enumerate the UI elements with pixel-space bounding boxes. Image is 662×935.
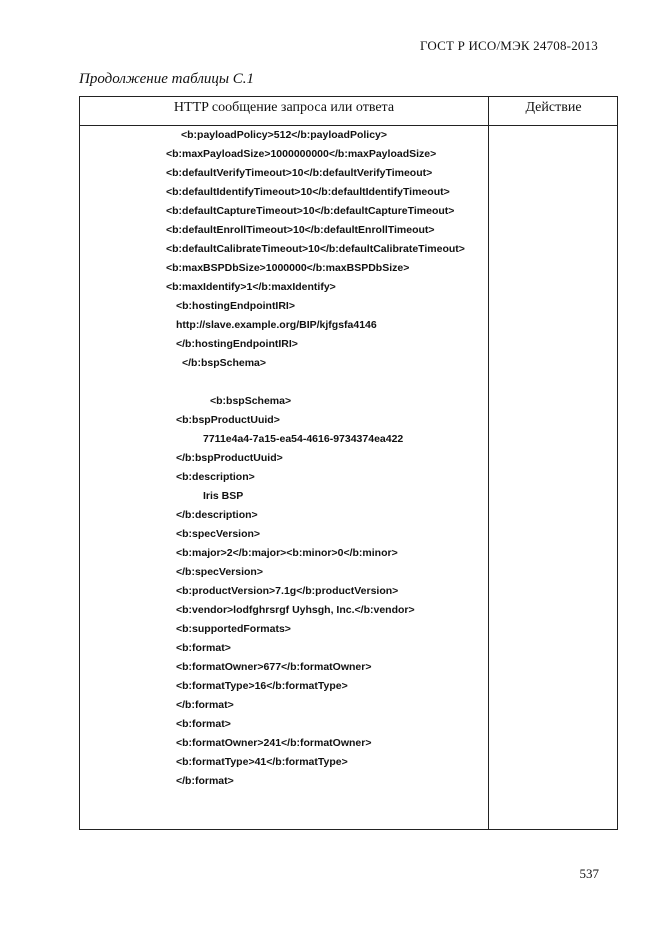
column-header-action: Действие (525, 100, 582, 115)
standard-header: ГОСТ Р ИСО/МЭК 24708-2013 (419, 38, 598, 53)
table-caption: Продолжение таблицы С.1 (79, 71, 255, 87)
code-line: <b:formatType>41</b:formatType> (176, 756, 348, 768)
code-line: <b:defaultCalibrateTimeout>10</b:defaultCalibrateTimeout> (166, 243, 465, 255)
column-header-message: HTTP сообщение запроса или ответа (173, 100, 395, 115)
code-line: </b:format> (176, 699, 234, 711)
code-line: <b:defaultVerifyTimeout>10</b:defaultVerifyTimeout> (166, 167, 433, 179)
column-divider (488, 97, 489, 829)
code-line: 7711e4a4-7a15-ea54-4616-9734374ea422 (203, 433, 404, 445)
table (79, 96, 618, 830)
code-line: <b:payloadPolicy>512</b:payloadPolicy> (181, 129, 388, 141)
code-line: <b:bspSchema> (210, 395, 292, 407)
code-line: <b:maxIdentify>1</b:maxIdentify> (166, 281, 336, 293)
code-line: </b:description> (176, 509, 258, 521)
code-line: <b:hostingEndpointIRI> (176, 300, 295, 312)
code-line: <b:formatOwner>241</b:formatOwner> (176, 737, 372, 749)
code-line: http://slave.example.org/BIP/kjfgsfa4146 (176, 319, 377, 331)
code-line: <b:defaultEnrollTimeout>10</b:defaultEnrollTimeout> (166, 224, 435, 236)
code-line: <b:format> (176, 642, 231, 654)
code-line: </b:format> (176, 775, 234, 787)
code-line: <b:maxBSPDbSize>1000000</b:maxBSPDbSize> (166, 262, 410, 274)
code-line: <b:description> (176, 471, 255, 483)
code-line: <b:formatOwner>677</b:formatOwner> (176, 661, 372, 673)
code-line: <b:vendor>lodfghrsrgf Uyhsgh, Inc.</b:vendor> (176, 604, 415, 616)
code-line: </b:bspSchema> (182, 357, 267, 369)
code-line: <b:specVersion> (176, 528, 261, 540)
code-line: <b:major>2</b:major><b:minor>0</b:minor> (176, 547, 398, 559)
page-number: 537 (579, 866, 599, 881)
code-line: <b:supportedFormats> (176, 623, 291, 635)
code-line: <b:productVersion>7.1g</b:productVersion> (176, 585, 399, 597)
code-line: </b:hostingEndpointIRI> (176, 338, 298, 350)
code-line: <b:bspProductUuid> (176, 414, 280, 426)
code-line: Iris BSP (203, 490, 244, 502)
code-line: <b:formatType>16</b:formatType> (176, 680, 348, 692)
code-line: <b:defaultCaptureTimeout>10</b:defaultCaptureTimeout> (166, 205, 455, 217)
code-line: <b:defaultIdentifyTimeout>10</b:defaultIdentifyTimeout> (166, 186, 450, 198)
code-line: <b:format> (176, 718, 231, 730)
code-line: <b:maxPayloadSize>1000000000</b:maxPayloadSize> (166, 148, 437, 160)
code-line: </b:specVersion> (176, 566, 263, 578)
code-line: </b:bspProductUuid> (176, 452, 283, 464)
